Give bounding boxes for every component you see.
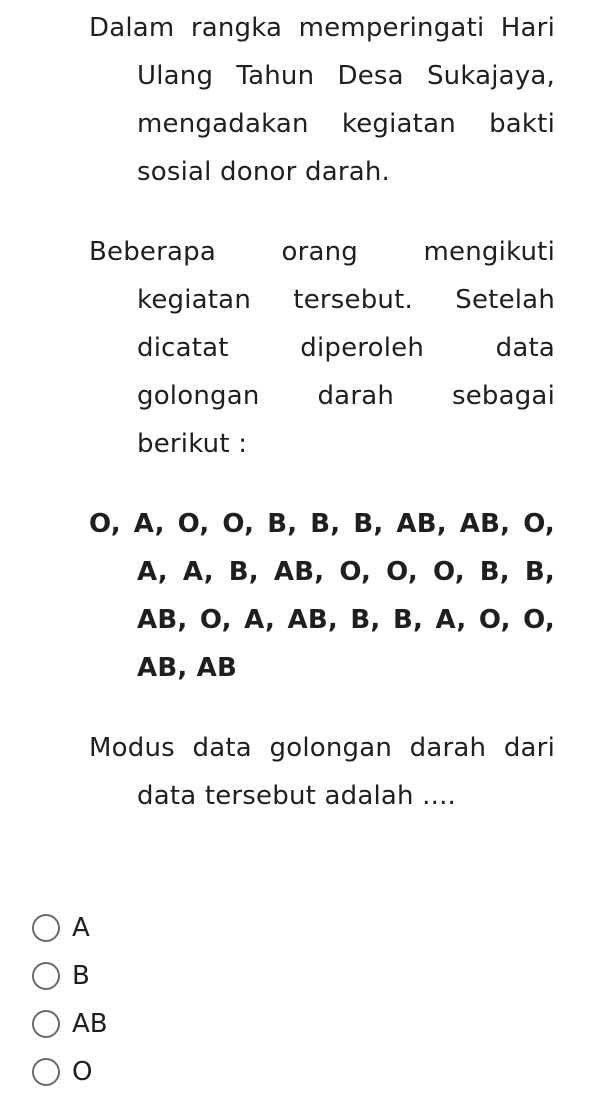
radio-button-ab[interactable] (32, 1010, 60, 1038)
option-label-a: A (72, 913, 90, 943)
answer-options (32, 904, 572, 1096)
question-block (89, 4, 555, 852)
option-o[interactable] (32, 1048, 572, 1096)
radio-button-b[interactable] (32, 962, 60, 990)
question-context-paragraph: Beberapa orang mengikuti kegiatan tersebut. Setelah dicatat diperoleh data golongan darah sebagai berikut : (89, 237, 555, 459)
question-intro-paragraph: Dalam rangka memperingati Hari Ulang Tahun Desa Sukajaya, mengadakan kegiatan bakti sosial donor darah. (89, 13, 555, 187)
question-prompt: Modus data golongan darah dari data tersebut adalah .... (89, 733, 555, 811)
radio-button-o[interactable] (32, 1058, 60, 1086)
option-label-ab: AB (72, 1009, 108, 1039)
option-b[interactable] (32, 952, 572, 1000)
option-label-b: B (72, 961, 90, 991)
option-label-o: O (72, 1057, 93, 1087)
blood-type-data: O, A, O, O, B, B, B, AB, AB, O, A, A, B, AB, O, O, O, B, B, AB, O, A, AB, B, B, A, O, O, AB, AB (89, 509, 555, 683)
radio-button-a[interactable] (32, 914, 60, 942)
option-a[interactable] (32, 904, 572, 952)
option-ab[interactable] (32, 1000, 572, 1048)
